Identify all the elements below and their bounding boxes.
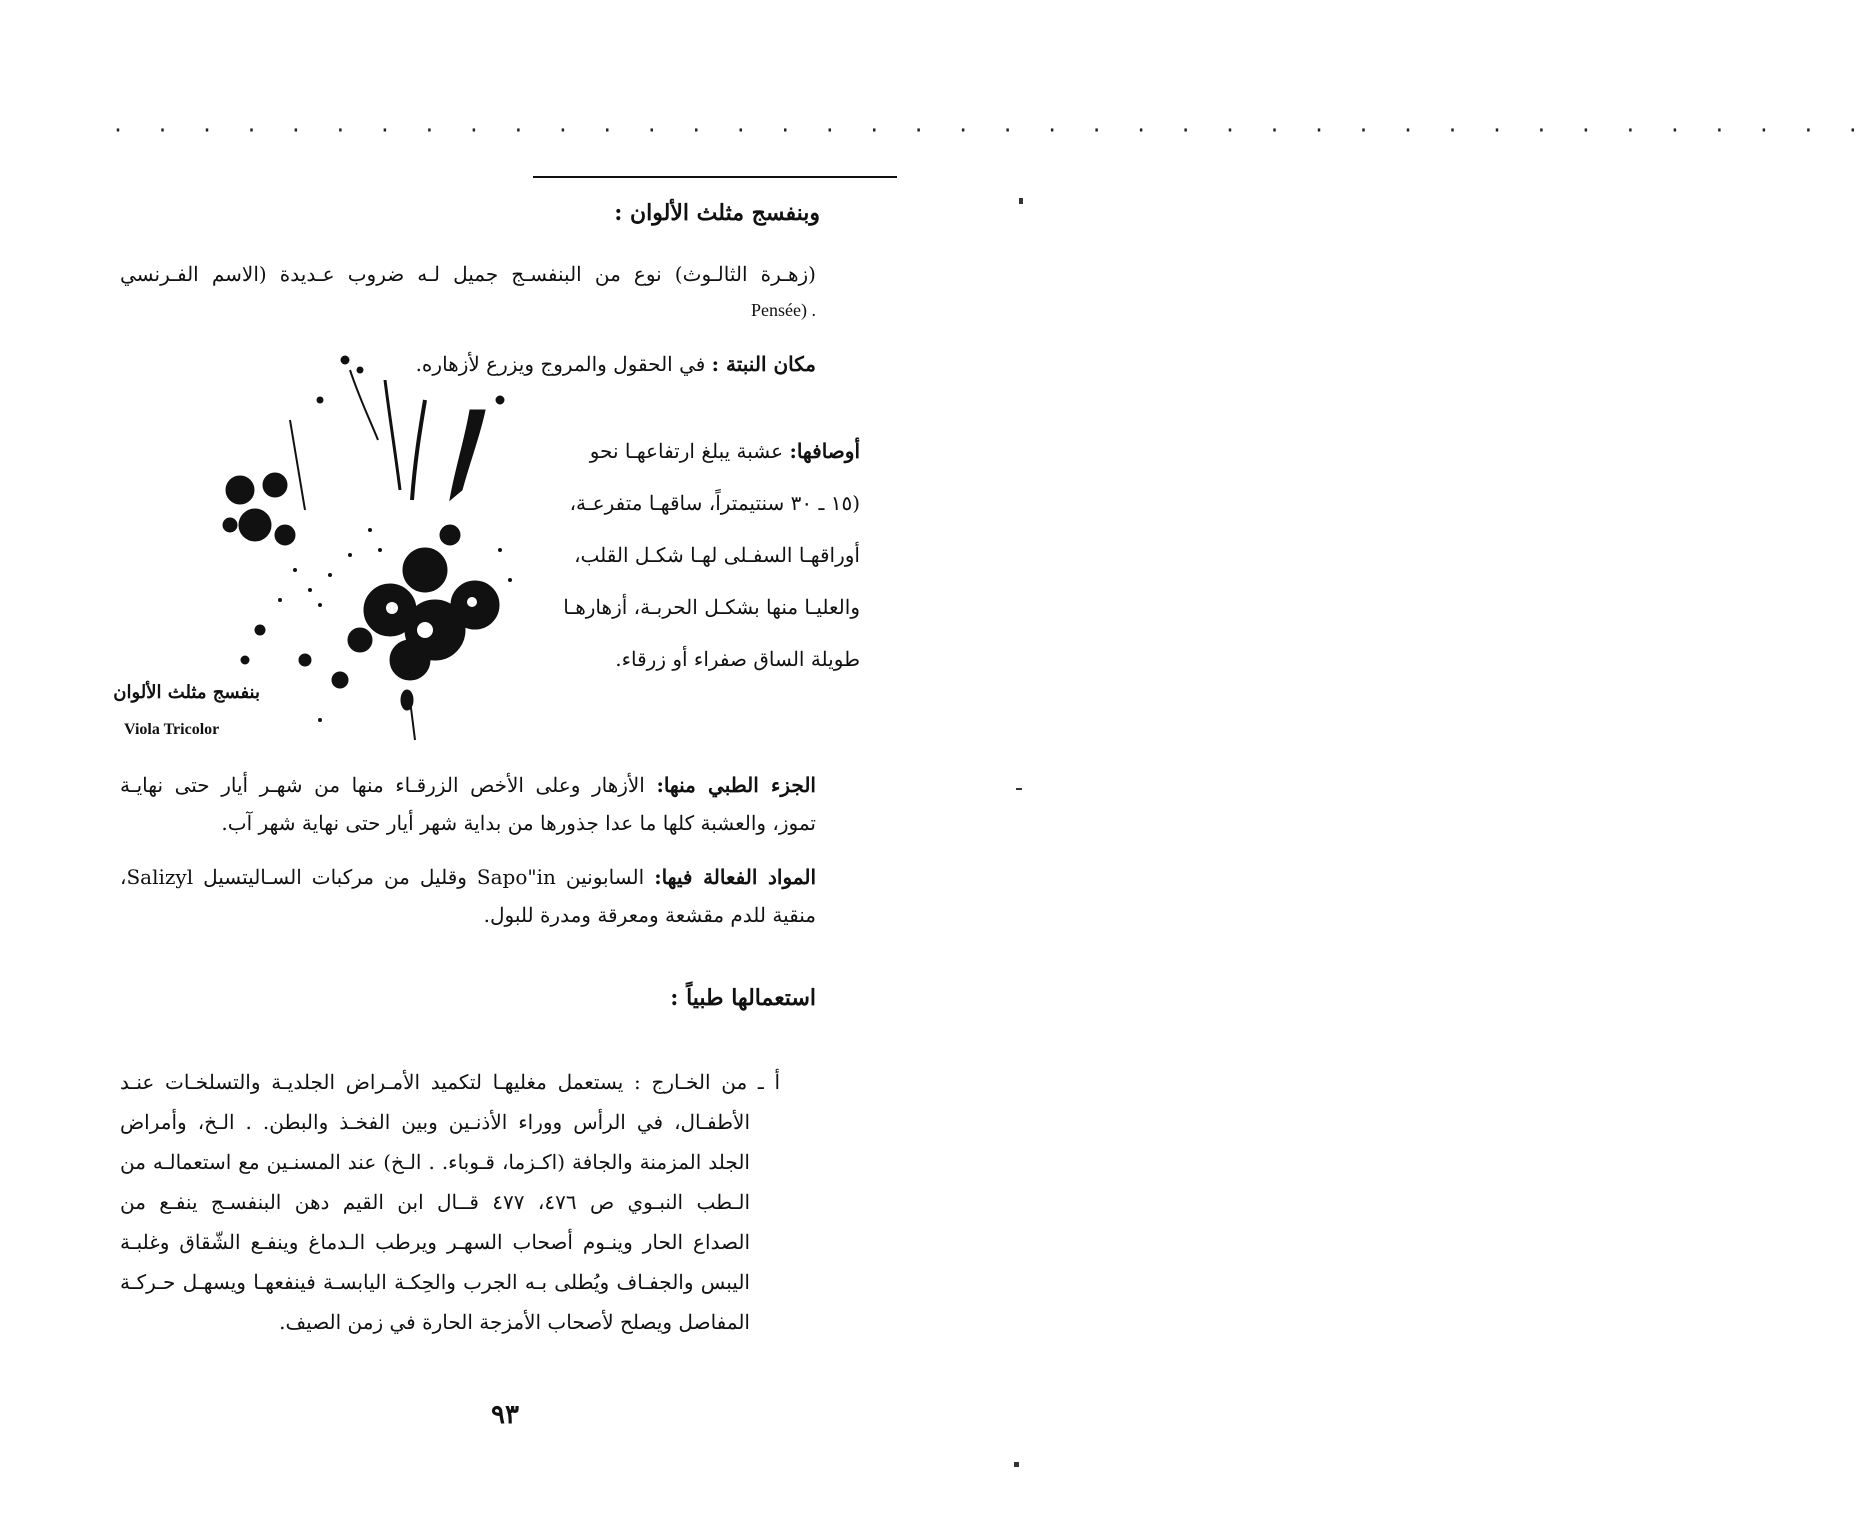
description-line-4: والعليـا منها بشكـل الحربـة، أزهارهـا bbox=[563, 595, 860, 619]
medical-part-paragraph bbox=[120, 766, 816, 842]
description-paragraph bbox=[560, 425, 860, 685]
scan-mark bbox=[1019, 198, 1023, 204]
usage-line-1: أ ـ من الخـارج : يستعمل مغليهـا لتكميد الأمـراض الجلديـة والتسلخـات عنـد bbox=[120, 1070, 780, 1094]
usage-line-7: المفاصل ويصلح لأصحاب الأمزجة الحارة في زمن الصيف. bbox=[279, 1310, 750, 1334]
active-substances-paragraph bbox=[120, 858, 816, 934]
intro-paragraph bbox=[120, 255, 816, 327]
usage-title: استعمالها طبياً : bbox=[670, 985, 816, 1011]
usage-line-2: الأطفـال، في الرأس ووراء الأذنـين وبين الفخـذ والبطن. . الـخ، وأمراض bbox=[120, 1110, 750, 1134]
usage-line-4: الـطب النبـوي ص ٤٧٦، ٤٧٧ قــال ابن القيم دهن البنفسـج ينفـع من bbox=[120, 1190, 751, 1214]
active-substances-line-1: السابونين Sapo"in وقليل من مركبات السـاليتسيل Salizyl، bbox=[120, 865, 645, 889]
active-substances-line-2: منقية للدم مقشعة ومعرقة ومدرة للبول. bbox=[483, 903, 816, 927]
usage-paragraph bbox=[120, 1062, 780, 1342]
horizontal-rule bbox=[533, 176, 897, 178]
scan-mark bbox=[1014, 1462, 1019, 1467]
intro-line-1: (زهـرة الثالـوث) نوع من البنفسـج جميل لـه ضروب عـديدة (الاسم الفـرنسي bbox=[120, 262, 816, 286]
intro-line-2: . (Pensée bbox=[751, 300, 816, 320]
description-label: أوصافها: bbox=[789, 439, 860, 463]
description-line-2: (١٥ ـ ٣٠ سنتيمتراً، ساقهـا متفرعـة، bbox=[569, 491, 860, 515]
scan-mark bbox=[1016, 788, 1022, 790]
active-substances-label: المواد الفعالة فيها: bbox=[654, 865, 817, 889]
description-line-5: طويلة الساق صفراء أو زرقاء. bbox=[615, 647, 860, 671]
description-line-3: أوراقهـا السفـلى لهـا شكـل القلب، bbox=[574, 543, 860, 567]
habitat-label: مكان النبتة : bbox=[711, 352, 816, 376]
usage-line-3: الجلد المزمنة والجافة (اكـزما، قـوباء. . الـخ) عند المسنـين مع استعمالـه من bbox=[120, 1150, 750, 1174]
usage-line-5: الصداع الحار وينـوم أصحاب السهـر ويرطب الـدماغ وينفـع الشّقاق وغلبـة bbox=[120, 1230, 751, 1254]
section-title: وبنفسج مثلث الألوان : bbox=[614, 200, 820, 226]
description-line-1: عشبة يبلغ ارتفاعهـا نحو bbox=[589, 439, 784, 463]
habitat-text: في الحقول والمروج ويزرع لأزهاره. bbox=[415, 352, 706, 376]
usage-line-6: اليبس والجفـاف ويُطلى بـه الجرب والحِكـة اليابسـة فينفعهـا ويسهـل حـركـة bbox=[120, 1270, 750, 1294]
medical-part-line-1: الأزهار وعلى الأخص الزرقـاء منها من شهـر أيار حتى نهايـة bbox=[120, 773, 645, 797]
dotted-rule: · · · · · · · · · · · · · · · · · · · · · · · · · · · · · · · · · · · · · · · · bbox=[112, 118, 1869, 142]
figure-caption-arabic: بنفسج مثلث الألوان bbox=[113, 682, 260, 703]
medical-part-label: الجزء الطبي منها: bbox=[656, 773, 816, 797]
figure-caption-latin: Viola Tricolor bbox=[124, 721, 220, 738]
medical-part-line-2: تموز، والعشبة كلها ما عدا جذورها من بداية شهر أيار حتى نهاية شهر آب. bbox=[221, 811, 816, 835]
page-number: ٩٣ bbox=[491, 1400, 519, 1430]
